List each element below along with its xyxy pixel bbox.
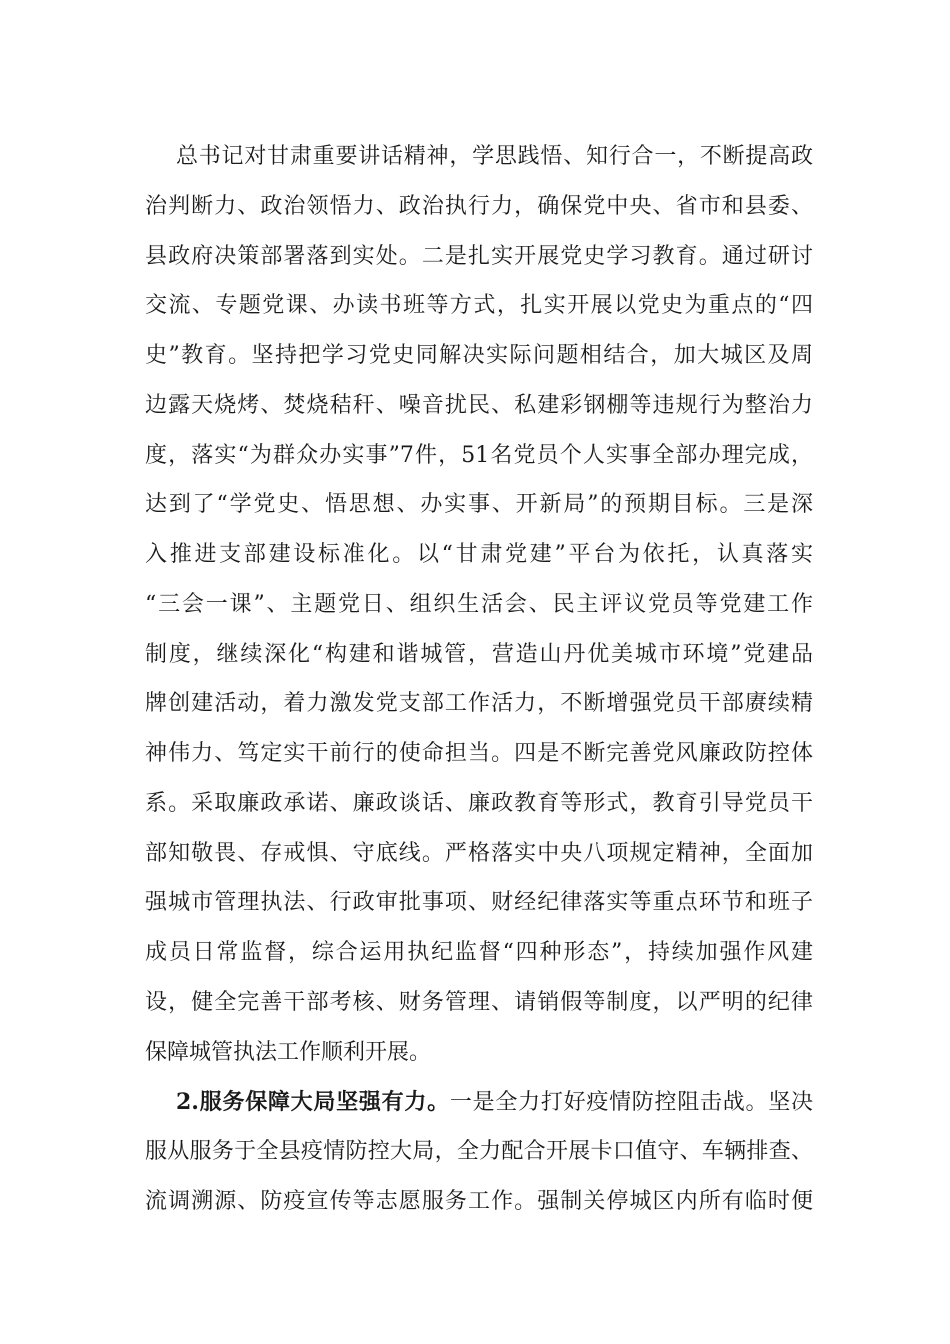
text-line: 交流、专题党课、办读书班等方式，扎实开展以党史为重点的“四	[145, 293, 813, 318]
text-line: 县政府决策部署落到实处。二是扎实开展党史学习教育。通过研讨	[145, 244, 813, 269]
text-line: 度，落实“为群众办实事”7件，51名党员个人实事全部办理完成，	[145, 443, 813, 468]
text-line: 牌创建活动，着力激发党支部工作活力，不断增强党员干部赓续精	[145, 691, 813, 716]
text-line: 成员日常监督，综合运用执纪监督“四种形态”，持续加强作风建	[145, 940, 813, 965]
text-line: 制度，继续深化“构建和谐城管，营造山丹优美城市环境”党建品	[145, 642, 813, 667]
text-line: “三会一课”、主题党日、组织生活会、民主评议党员等党建工作	[145, 592, 813, 617]
text-line: 部知敬畏、存戒惧、守底线。严格落实中央八项规定精神，全面加	[145, 841, 813, 866]
text-line: 达到了“学党史、悟思想、办实事、开新局”的预期目标。三是深	[145, 492, 813, 517]
text-line: 流调溯源、防疫宣传等志愿服务工作。强制关停城区内所有临时便	[145, 1189, 813, 1214]
text-line: 治判断力、政治领悟力、政治执行力，确保党中央、省市和县委、	[145, 194, 813, 219]
text-line: 神伟力、笃定实干前行的使命担当。四是不断完善党风廉政防控体	[145, 741, 813, 766]
text-line: 边露天烧烤、焚烧秸秆、噪音扰民、私建彩钢棚等违规行为整治力	[145, 393, 813, 418]
text-line: 设，健全完善干部考核、财务管理、请销假等制度，以严明的纪律	[145, 990, 813, 1015]
text-line: 服从服务于全县疫情防控大局，全力配合开展卡口值守、车辆排查、	[145, 1139, 813, 1164]
text-line: 系。采取廉政承诺、廉政谈话、廉政教育等形式，教育引导党员干	[145, 791, 813, 816]
text-run: 一是全力打好疫情防控阻击战。坚决	[449, 1090, 813, 1115]
text-line	[176, 1087, 813, 1117]
text-line: 强城市管理执法、行政审批事项、财经纪律落实等重点环节和班子	[145, 890, 813, 915]
text-line: 入推进支部建设标准化。以“甘肃党建”平台为依托，认真落实	[145, 542, 813, 567]
text-line: 总书记对甘肃重要讲话精神，学思践悟、知行合一，不断提高政	[176, 144, 813, 169]
text-line: 保障城管执法工作顺利开展。	[145, 1040, 432, 1065]
section-heading: 2.服务保障大局坚强有力。	[176, 1089, 450, 1115]
text-line: 史”教育。坚持把学习党史同解决实际问题相结合，加大城区及周	[145, 343, 813, 368]
